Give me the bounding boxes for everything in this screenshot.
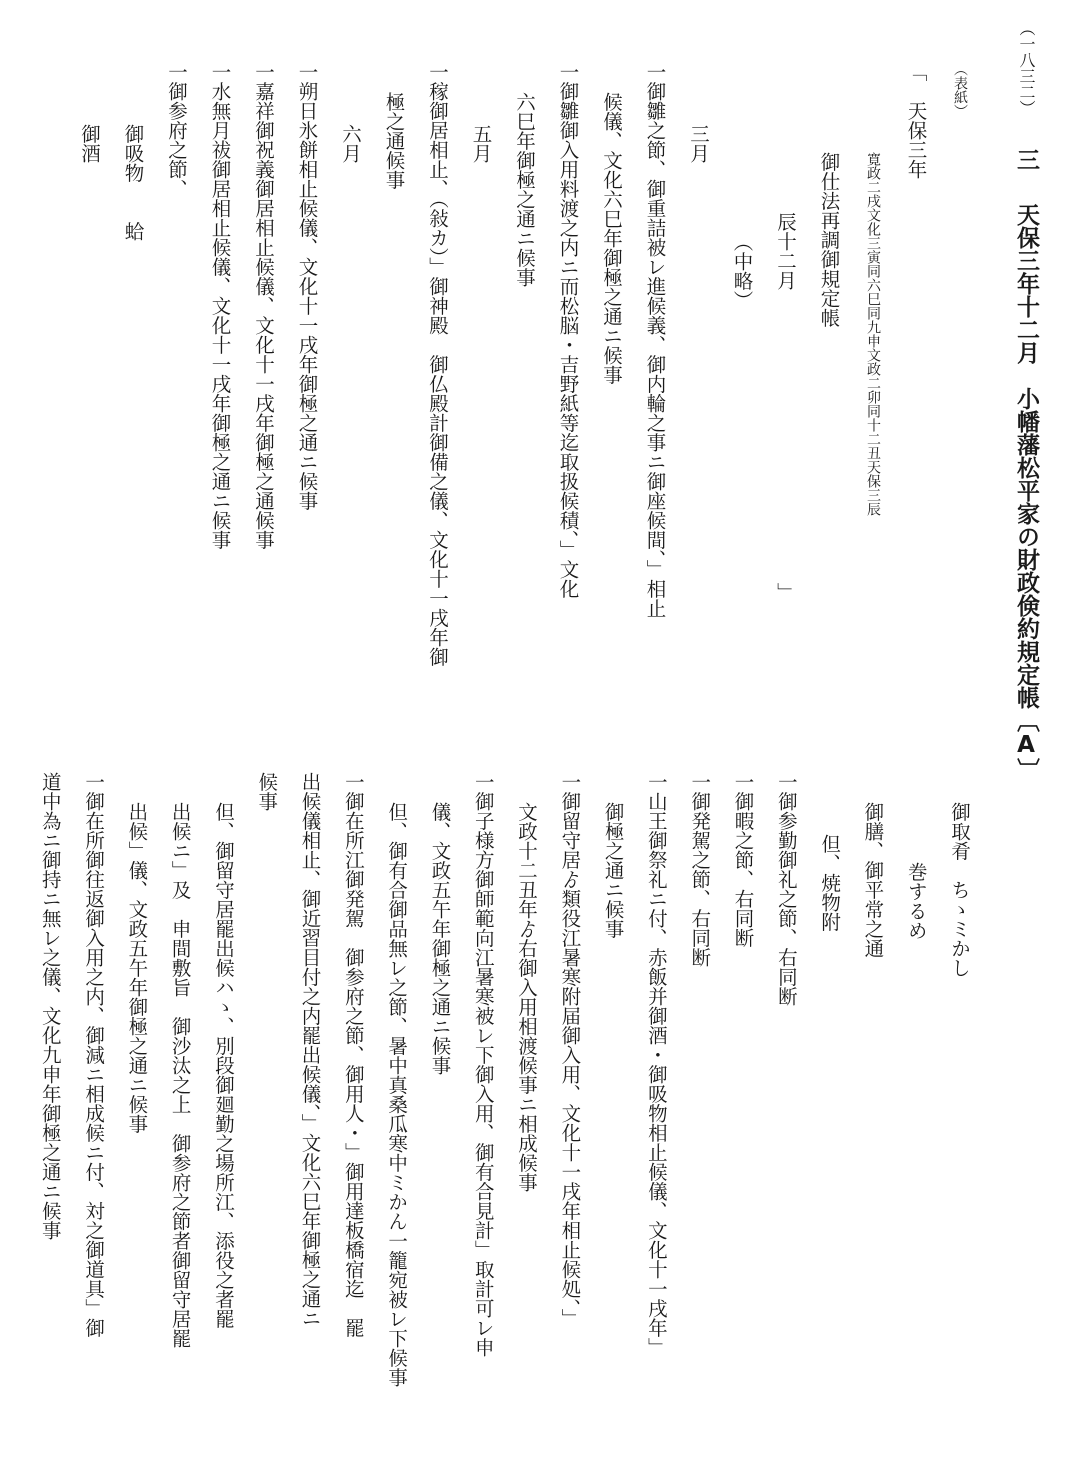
lower-text-column: 但、御留守居罷出候ハゝ、別段御廻勤之場所江、添役之者罷 <box>211 802 235 1329</box>
lower-text-column: 御膳、御平常之通 <box>861 802 885 958</box>
upper-text-column: 五月 <box>469 124 493 163</box>
lower-text-column: 道中為ニ御持ニ無レ之儀、文化九申年御極之通ニ候事 <box>38 772 62 1240</box>
lower-text-column: 一御留守居ゟ類役江暑寒附届御入用、文化十一戌年相止候処、」 <box>558 772 582 1328</box>
upper-text-column: 御酒 <box>78 124 101 163</box>
upper-text-column: 御仕法再調御規定帳 <box>817 152 841 328</box>
upper-text-column: 御吸物 蛤 <box>121 124 145 241</box>
lower-text-column: 文政十二丑年ゟ右御入用相渡候事ニ相成候事 <box>515 802 539 1192</box>
upper-text-column: 寛政二戌文化三寅同六巳同九申文政二卯同十二丑天保三辰 <box>865 152 881 516</box>
lower-text-column: 一御子様方御師範向江暑寒被レ下御入用、御有合見計」取計可レ申 <box>471 772 495 1357</box>
heading-number: 三 <box>1013 148 1039 171</box>
upper-text-column: 三月 <box>687 124 710 163</box>
upper-text-block <box>68 62 982 702</box>
lower-text-column: 御極之通ニ候事 <box>601 802 625 939</box>
lower-text-column: 儀、文政五午年御極之通ニ候事 <box>428 802 452 1075</box>
lower-text-column: 一御在所江御発駕 御参府之節、御用人・」御用達板橋宿迄 罷 <box>341 772 365 1338</box>
lower-text-column: 出候」儀、文政五午年御極之通ニ候事 <box>125 802 149 1134</box>
heading-year: （一八三二） <box>1017 20 1036 116</box>
lower-text-column: 一御発駕之節、右同断 <box>688 772 712 967</box>
upper-text-column: 一水無月祓御居相止候儀、文化十一戌年御極之通ニ候事 <box>208 62 232 550</box>
upper-text-column: 六月 <box>339 124 362 163</box>
lower-text-column: 但、焼物附 <box>818 834 842 932</box>
upper-text-column: 極之通候事 <box>382 92 406 190</box>
upper-text-column: 候儀、文化六巳年御極之通ニ候事 <box>600 92 623 385</box>
upper-text-column: 六巳年御極之通ニ候事 <box>513 92 536 287</box>
lower-text-column: 出候ニ」及 申間敷旨 御沙汰之上 御参府之節者御留守居罷 <box>168 802 192 1348</box>
lower-text-column: 巻するめ <box>904 862 928 940</box>
lower-text-column: 一御参勤御礼之節、右同断 <box>774 772 798 1006</box>
lower-text-column: 御取肴 ちゝミかし <box>948 802 971 978</box>
upper-text-column: 一御参府之節、 <box>165 62 188 199</box>
upper-text-column: 一稼御居相止、（敍カ）」御神殿 御仏殿計御備之儀、文化十一戌年御 <box>426 62 449 667</box>
upper-text-column: （表紙） <box>952 62 968 118</box>
upper-text-column: 一嘉祥御祝義御居相止候儀、文化十一戌年御極之通候事 <box>252 62 275 550</box>
upper-text-column: 「 天保三年 <box>904 62 928 179</box>
lower-text-column: 但、御有合御品無レ之節、暑中真桑瓜寒中ミかん一籠宛被レ下候事 <box>385 802 409 1387</box>
lower-text-block <box>28 772 981 1452</box>
heading-title: 天保三年十二月 小幡藩松平家の財政倹約規定帳〔A〕 <box>1013 203 1039 781</box>
upper-text-column: 一御雛之節、御重詰被レ進候義、御内輪之事ニ御座候間、」相止 <box>643 62 667 618</box>
upper-text-column: 一朔日氷餅相止候儀、文化十一戌年御極之通ニ候事 <box>295 62 319 511</box>
lower-text-column: 出候儀相止、御近習目付之内罷出候儀、」文化六巳年御極之通ニ <box>298 772 322 1328</box>
lower-text-column: 一山王御祭礼ニ付、赤飯并御酒・御吸物相止候儀、文化十一戌年」 <box>644 772 668 1357</box>
upper-text-column: 一御雛御入用料渡之内ニ而松脳・吉野紙等迄取扱候積、」文化 <box>556 62 580 599</box>
upper-text-column: 辰十二月 」 <box>774 212 797 602</box>
document-heading <box>1013 20 1039 781</box>
lower-text-column: 候事 <box>255 772 279 811</box>
lower-text-column: 一御暇之節、右同断 <box>731 772 755 948</box>
upper-text-column: （中略） <box>730 232 754 310</box>
lower-text-column: 一御在所御往返御入用之内、御減ニ相成候ニ付、対之御道具」御 <box>82 772 106 1338</box>
